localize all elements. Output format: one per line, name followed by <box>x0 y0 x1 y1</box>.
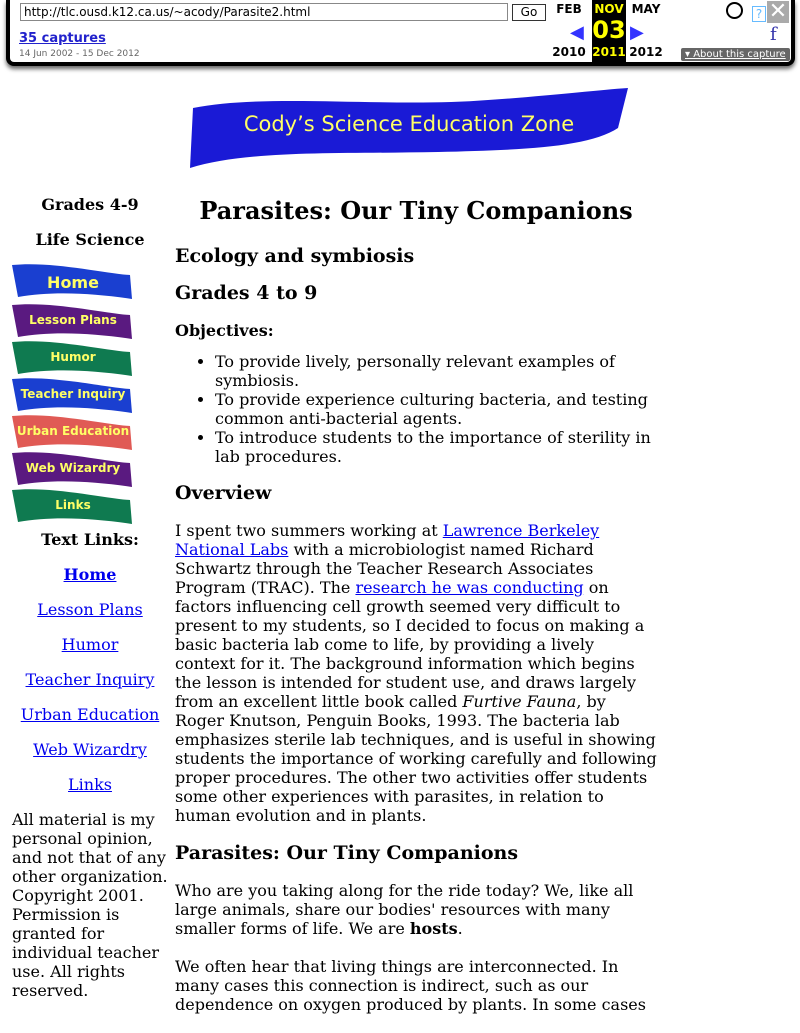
section-heading: Parasites: Our Tiny Companions <box>175 842 519 864</box>
current-year: 2011 <box>592 45 626 59</box>
next-arrow-icon[interactable]: ▶ <box>630 22 644 43</box>
text: on factors influencing cell growth seemed very difficult to present to my students, so I decided to focus on making a basic bacteria lab come to life, by providing a lively context for it. The background information which begins the lesson is intended for student use, and draws largely from an excellent little book called <box>175 578 645 711</box>
grades-label: Grades 4-9 <box>41 195 139 214</box>
text: , by Roger Knutson, Penguin Books, 1993. The bacteria lab emphasizes sterile lab techniques, and is useful in showing students the importance of working carefully and following proper procedures. The other two activities offer students some other experiences with parasites, in relation to human evolution and in plants. <box>175 692 657 825</box>
nav-image-home[interactable] <box>12 265 134 305</box>
text: . <box>457 919 463 938</box>
paragraph <box>175 881 657 938</box>
nav-image-urban-education[interactable] <box>12 416 134 453</box>
url-input[interactable]: http://tlc.ousd.k12.ca.us/~acody/Parasite2.html <box>20 3 508 21</box>
bold-term: hosts <box>409 919 458 938</box>
overview-heading: Overview <box>175 482 272 504</box>
wayback-toolbar <box>6 0 795 66</box>
nav-image-links[interactable] <box>12 490 134 527</box>
nav-image-teacher-inquiry[interactable] <box>12 379 134 416</box>
text-link-web-wizardry[interactable]: Web Wizardry <box>33 740 147 759</box>
close-icon[interactable]: ✕ <box>768 0 788 24</box>
account-icon[interactable] <box>726 2 743 19</box>
left-sidebar <box>12 195 168 1000</box>
nav-image-label: Urban Education <box>16 424 130 438</box>
nav-image-label: Humor <box>50 350 96 364</box>
research-link[interactable]: research he was conducting <box>355 578 584 597</box>
text: with a microbiologist named Richard Schwartz through the Teacher Research Associates Program (TRAC). The <box>175 540 594 597</box>
nav-image-lesson-plans[interactable] <box>12 305 134 342</box>
facebook-icon[interactable]: f <box>770 24 777 45</box>
nav-image-label: Lesson Plans <box>29 313 117 327</box>
current-month: NOV <box>594 2 624 16</box>
banner-title: Cody’s Science Education Zone <box>243 112 575 136</box>
subtitle: Ecology and symbiosis <box>175 245 415 267</box>
current-day: 03 <box>592 16 626 44</box>
text-link-lesson-plans[interactable]: Lesson Plans <box>37 600 143 619</box>
lbnl-link[interactable]: Lawrence Berkeley National Labs <box>175 521 600 559</box>
prev-year[interactable]: 2010 <box>552 45 586 59</box>
disclaimer: All material is my personal opinion, and not that of any other organization. Copyright 2001. Permission is granted for individual teacher use. All rights reserved. <box>12 810 168 1000</box>
objectives-list <box>175 352 657 466</box>
main-content <box>175 195 657 1033</box>
nav-image-label: Links <box>55 498 91 512</box>
nav-image-label: Home <box>47 273 99 292</box>
nav-image-web-wizardry[interactable] <box>12 453 134 490</box>
next-month[interactable]: MAY <box>631 2 661 16</box>
paragraph: We often hear that living things are interconnected. In many cases this connection is indirect, such as our dependence on oxygen produced by plants. In some cases <box>175 957 646 1014</box>
go-button[interactable]: Go <box>512 4 546 21</box>
text-link-urban-education[interactable]: Urban Education <box>20 705 160 724</box>
objective-item: • To provide experience culturing bacteria, and testing common anti-bacterial agents. <box>215 390 657 428</box>
text: I spent two summers working at <box>175 521 443 540</box>
nav-image-label: Web Wizardry <box>25 461 121 475</box>
subject-label: Life Science <box>35 230 145 249</box>
nav-image-label: Teacher Inquiry <box>20 387 126 401</box>
about-capture-button[interactable]: ▾ About this capture <box>681 48 790 61</box>
capture-range: 14 Jun 2002 - 15 Dec 2012 <box>19 49 140 59</box>
text-links <box>12 565 168 810</box>
overview-paragraph <box>175 521 657 825</box>
text-link-home[interactable]: Home <box>63 565 117 584</box>
text-links-title: Text Links: <box>41 530 139 549</box>
text: Who are you taking along for the ride today? We, like all large animals, share our bodies' resources with many smaller forms of life. We are <box>175 881 634 938</box>
objective-item: • To provide lively, personally relevant examples of symbiosis. <box>215 352 657 390</box>
help-icon[interactable]: ? <box>752 6 766 22</box>
captures-link[interactable]: 35 captures <box>19 31 106 46</box>
text-link-links[interactable]: Links <box>68 775 112 794</box>
image-nav <box>12 265 168 530</box>
grades-heading: Grades 4 to 9 <box>175 282 318 304</box>
site-banner <box>188 88 630 168</box>
text-link-humor[interactable]: Humor <box>61 635 119 654</box>
page-title: Parasites: Our Tiny Companions <box>199 196 633 225</box>
objectives-heading: Objectives: <box>175 321 274 340</box>
text-link-teacher-inquiry[interactable]: Teacher Inquiry <box>25 670 155 689</box>
next-year[interactable]: 2012 <box>629 45 663 59</box>
book-title: Furtive Fauna <box>462 692 577 711</box>
objective-item: • To introduce students to the importance of sterility in lab procedures. <box>215 428 657 466</box>
prev-month[interactable]: FEB <box>556 2 582 16</box>
nav-image-humor[interactable] <box>12 342 134 379</box>
prev-arrow-icon[interactable]: ◀ <box>570 22 584 43</box>
